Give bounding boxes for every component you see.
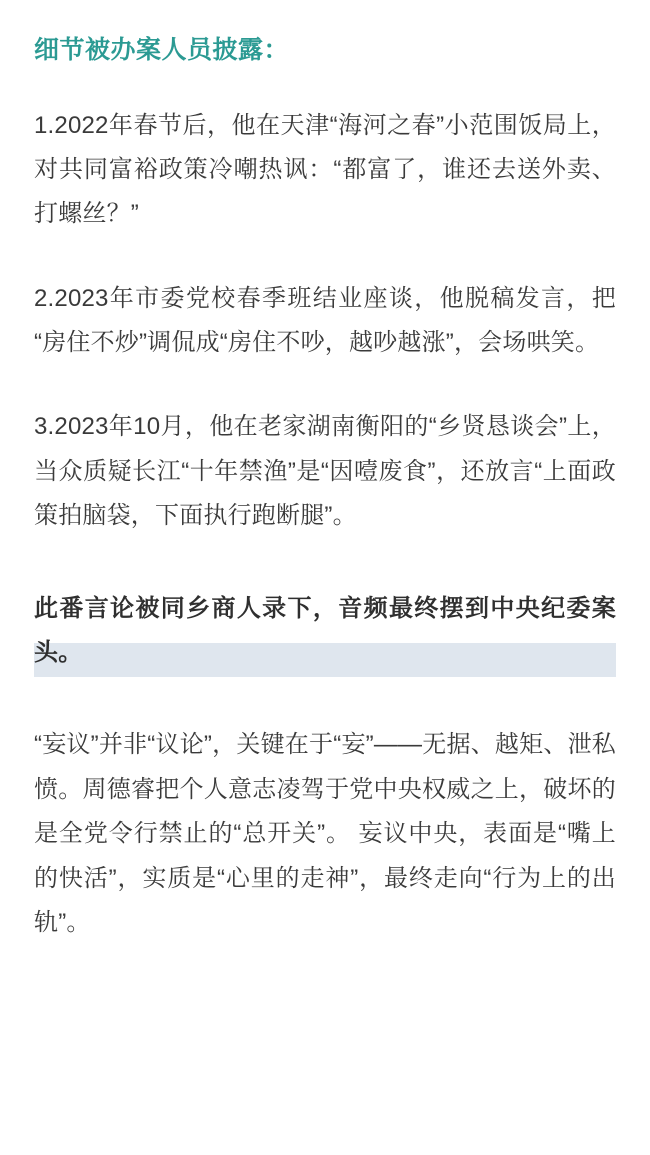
article-closing-paragraph: “妄议”并非“议论”，关键在于“妄”——无据、越矩、泄私愤。周德睿把个人意志凌驾于党中央权威之上，破坏的是全党令行禁止的“总开关”。 妄议中央，表面是“嘴上的快活”，实质是“心里的走神”，最终走向“行为上的出轨”。 <box>34 731 616 936</box>
page-title: 细节被办案人员披露： <box>34 36 290 64</box>
spacer <box>34 579 616 587</box>
article-paragraph-1: 1.2022年春节后，他在天津“海河之春”小范围饭局上，对共同富裕政策冷嘲热讽：“都富了，谁还去送外卖、打螺丝？” <box>34 111 616 228</box>
article-paragraph-2: 2.2023年市委党校春季班结业座谈，他脱稿发言，把“房住不炒”调侃成“房住不吵，越吵越涨”，会场哄笑。 <box>34 284 616 357</box>
highlighted-statement: 此番言论被同乡商人录下，音频最终摆到中央纪委案头。 <box>34 587 616 678</box>
article-paragraph-3: 3.2023年10月，他在老家湖南衡阳的“乡贤恳谈会”上，当众质疑长江“十年禁渔”是“因噎废食”，还放言“上面政策拍脑袋，下面执行跑断腿”。 <box>34 413 616 530</box>
